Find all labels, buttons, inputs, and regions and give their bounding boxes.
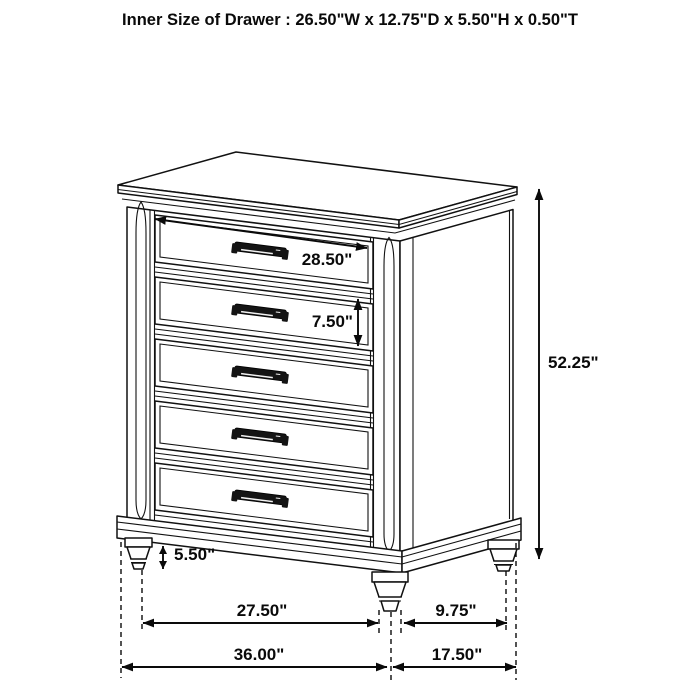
page-title: Inner Size of Drawer : 26.50"W x 12.75"D x 5.50"H x 0.50"T (122, 11, 578, 29)
chest-illustration (117, 152, 521, 611)
front-right-foot (372, 572, 408, 611)
overall-depth-label: 17.50" (431, 645, 483, 664)
front-feet-span-label: 27.50" (236, 601, 288, 620)
foot-height-label: 5.50" (174, 545, 216, 564)
overall-height-label: 52.25" (548, 353, 599, 372)
back-right-foot (488, 540, 519, 571)
drawer-width-label: 28.50" (301, 250, 353, 269)
front-left-foot (125, 538, 152, 569)
drawer-height-label: 7.50" (311, 312, 353, 331)
overall-width-label: 36.00" (233, 645, 285, 664)
side-feet-span-label: 9.75" (435, 601, 477, 620)
